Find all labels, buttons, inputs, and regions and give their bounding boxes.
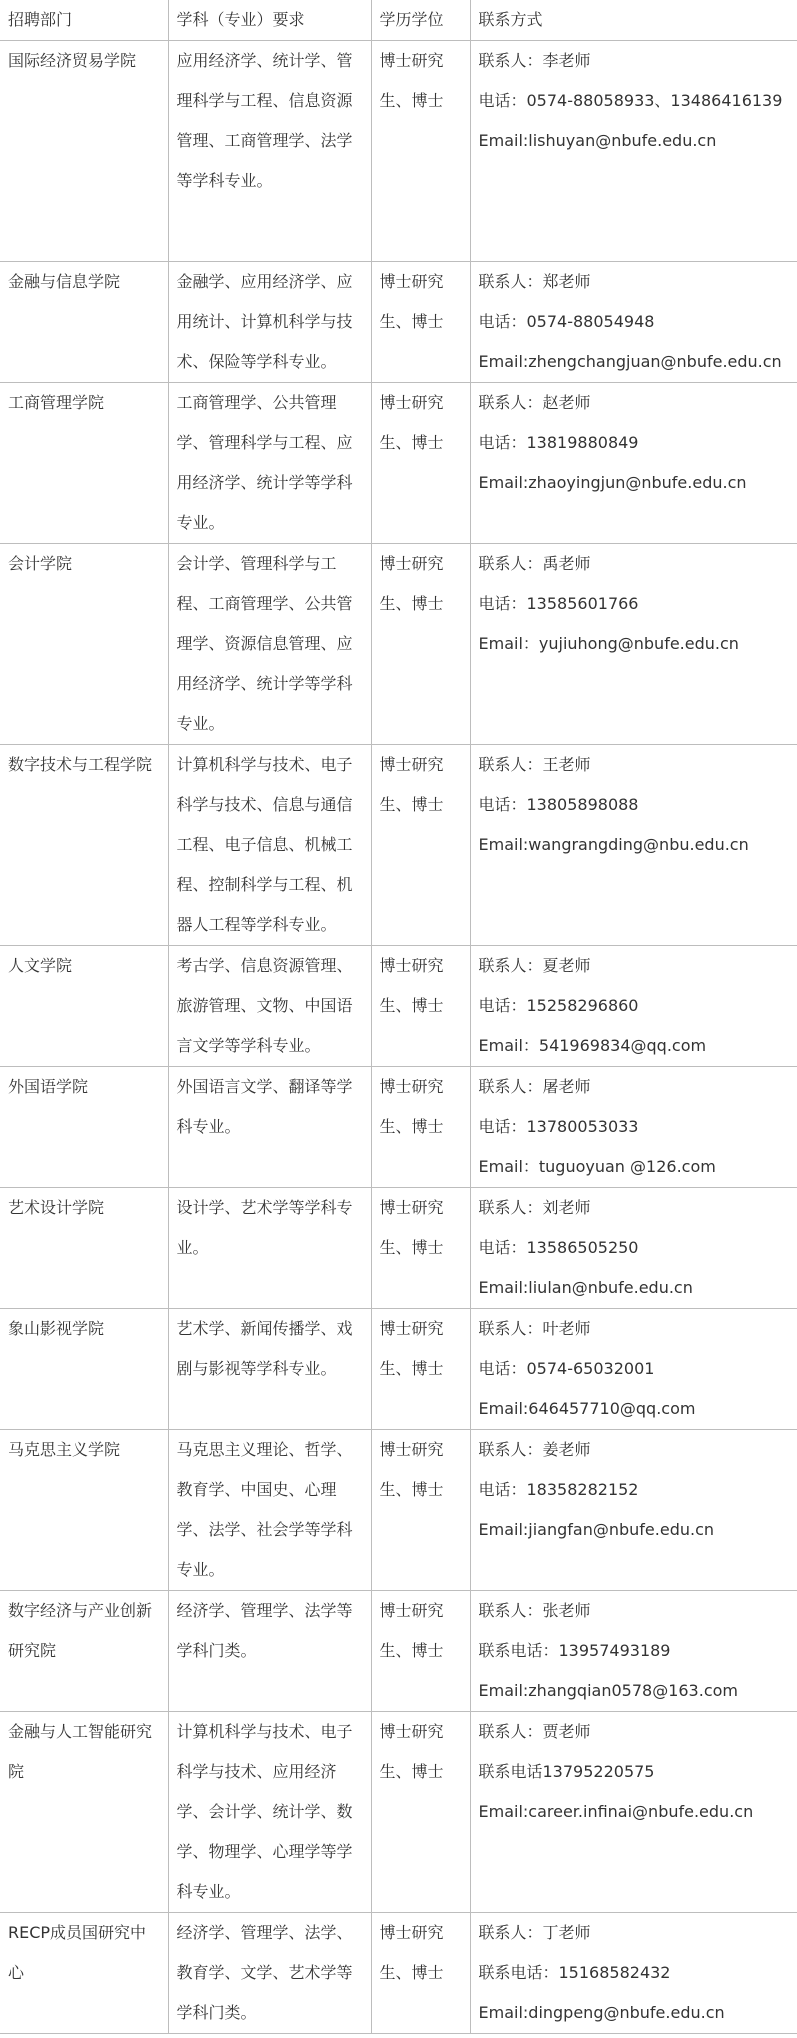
- subjects-cell: 外国语言文学、翻译等学科专业。: [168, 1067, 371, 1188]
- subjects-cell: 设计学、艺术学等学科专业。: [168, 1188, 371, 1309]
- department-cell: 数字技术与工程学院: [0, 745, 168, 946]
- contact-person: 联系人：禹老师: [478, 554, 591, 573]
- contact-phone: 电话：0574-88058933、13486416139: [478, 91, 783, 110]
- contact-email: Email：541969834@qq.com: [478, 1036, 707, 1055]
- contact-phone: 电话：13805898088: [478, 795, 639, 814]
- contact-email: Email:zhaoyingjun@nbufe.edu.cn: [478, 473, 747, 492]
- department-cell: RECP成员国研究中心: [0, 1913, 168, 2034]
- table-row: [0, 1188, 797, 1309]
- department-cell: 人文学院: [0, 946, 168, 1067]
- department-cell: 马克思主义学院: [0, 1430, 168, 1591]
- contact-phone: 电话：13585601766: [478, 594, 639, 613]
- subjects-cell: 经济学、管理学、法学等学科门类。: [168, 1591, 371, 1712]
- table-row: [0, 1913, 797, 2034]
- contact-phone: 电话：13586505250: [478, 1238, 639, 1257]
- contact-person: 联系人：王老师: [478, 755, 591, 774]
- subjects-cell: 工商管理学、公共管理学、管理科学与工程、应用经济学、统计学等学科专业。: [168, 383, 371, 544]
- contact-cell: [470, 1712, 797, 1913]
- contact-person: 联系人：郑老师: [478, 272, 591, 291]
- contact-cell: [470, 544, 797, 745]
- degree-cell: 博士研究生、博士: [371, 41, 470, 262]
- table-row: [0, 1430, 797, 1591]
- contact-person: 联系人：夏老师: [478, 956, 591, 975]
- contact-cell: [470, 1188, 797, 1309]
- contact-phone: 电话：18358282152: [478, 1480, 639, 1499]
- contact-phone: 电话：0574-88054948: [478, 312, 655, 331]
- table-row: [0, 745, 797, 946]
- subjects-cell: 金融学、应用经济学、应用统计、计算机科学与技术、保险等学科专业。: [168, 262, 371, 383]
- contact-person: 联系人：赵老师: [478, 393, 591, 412]
- subjects-cell: 艺术学、新闻传播学、戏剧与影视等学科专业。: [168, 1309, 371, 1430]
- department-cell: 工商管理学院: [0, 383, 168, 544]
- contact-cell: [470, 1913, 797, 2034]
- contact-cell: [470, 1067, 797, 1188]
- contact-person: 联系人：张老师: [478, 1601, 591, 1620]
- contact-cell: [470, 745, 797, 946]
- subjects-cell: 会计学、管理科学与工程、工商管理学、公共管理学、资源信息管理、应用经济学、统计学等学科专业。: [168, 544, 371, 745]
- degree-cell: 博士研究生、博士: [371, 1067, 470, 1188]
- contact-cell: [470, 1430, 797, 1591]
- subjects-cell: 应用经济学、统计学、管理科学与工程、信息资源管理、工商管理学、法学等学科专业。: [168, 41, 371, 262]
- header-subject-requirements: 学科（专业）要求: [168, 0, 371, 41]
- contact-phone: 电话：13780053033: [478, 1117, 639, 1136]
- table-row: [0, 1591, 797, 1712]
- contact-person: 联系人：姜老师: [478, 1440, 591, 1459]
- degree-cell: 博士研究生、博士: [371, 1712, 470, 1913]
- table-row: [0, 383, 797, 544]
- department-cell: 艺术设计学院: [0, 1188, 168, 1309]
- contact-email: Email:liulan@nbufe.edu.cn: [478, 1278, 693, 1297]
- contact-phone: 联系电话：13957493189: [478, 1641, 671, 1660]
- table-row: [0, 41, 797, 262]
- degree-cell: 博士研究生、博士: [371, 262, 470, 383]
- contact-phone: 电话：0574-65032001: [478, 1359, 655, 1378]
- degree-cell: 博士研究生、博士: [371, 946, 470, 1067]
- degree-cell: 博士研究生、博士: [371, 383, 470, 544]
- contact-email: Email：yujiuhong@nbufe.edu.cn: [478, 634, 739, 653]
- contact-cell: [470, 262, 797, 383]
- contact-email: Email:career.infinai@nbufe.edu.cn: [478, 1802, 754, 1821]
- department-cell: 会计学院: [0, 544, 168, 745]
- table-row: [0, 1712, 797, 1913]
- contact-email: Email:wangrangding@nbu.edu.cn: [478, 835, 749, 854]
- subjects-cell: 计算机科学与技术、电子科学与技术、应用经济学、会计学、统计学、数学、物理学、心理学等学科专业。: [168, 1712, 371, 1913]
- contact-person: 联系人：刘老师: [478, 1198, 591, 1217]
- department-cell: 金融与人工智能研究院: [0, 1712, 168, 1913]
- contact-email: Email:lishuyan@nbufe.edu.cn: [478, 131, 717, 150]
- degree-cell: 博士研究生、博士: [371, 1188, 470, 1309]
- subjects-cell: 马克思主义理论、哲学、教育学、中国史、心理学、法学、社会学等学科专业。: [168, 1430, 371, 1591]
- contact-cell: [470, 41, 797, 262]
- department-cell: 象山影视学院: [0, 1309, 168, 1430]
- contact-phone: 电话：15258296860: [478, 996, 639, 1015]
- department-cell: 国际经济贸易学院: [0, 41, 168, 262]
- degree-cell: 博士研究生、博士: [371, 1309, 470, 1430]
- table-row: [0, 544, 797, 745]
- contact-email: Email:646457710@qq.com: [478, 1399, 696, 1418]
- contact-person: 联系人：李老师: [478, 51, 591, 70]
- subjects-cell: 计算机科学与技术、电子科学与技术、信息与通信工程、电子信息、机械工程、控制科学与工程、机器人工程等学科专业。: [168, 745, 371, 946]
- degree-cell: 博士研究生、博士: [371, 1913, 470, 2034]
- contact-phone: 联系电话：15168582432: [478, 1963, 671, 1982]
- degree-cell: 博士研究生、博士: [371, 544, 470, 745]
- contact-email: Email:zhengchangjuan@nbufe.edu.cn: [478, 352, 782, 371]
- contact-email: Email：tuguoyuan @126.com: [478, 1157, 716, 1176]
- table-header-row: [0, 0, 797, 41]
- subjects-cell: 经济学、管理学、法学、教育学、文学、艺术学等学科门类。: [168, 1913, 371, 2034]
- table-row: [0, 1067, 797, 1188]
- degree-cell: 博士研究生、博士: [371, 745, 470, 946]
- contact-cell: [470, 1309, 797, 1430]
- table-row: [0, 262, 797, 383]
- contact-cell: [470, 383, 797, 544]
- degree-cell: 博士研究生、博士: [371, 1591, 470, 1712]
- header-degree: 学历学位: [371, 0, 470, 41]
- header-department: 招聘部门: [0, 0, 168, 41]
- contact-person: 联系人：屠老师: [478, 1077, 591, 1096]
- contact-cell: [470, 946, 797, 1067]
- contact-person: 联系人：叶老师: [478, 1319, 591, 1338]
- contact-phone: 联系电话13795220575: [478, 1762, 655, 1781]
- table-row: [0, 1309, 797, 1430]
- contact-phone: 电话：13819880849: [478, 433, 639, 452]
- department-cell: 数字经济与产业创新研究院: [0, 1591, 168, 1712]
- contact-cell: [470, 1591, 797, 1712]
- contact-email: Email:jiangfan@nbufe.edu.cn: [478, 1520, 715, 1539]
- contact-email: Email:dingpeng@nbufe.edu.cn: [478, 2003, 725, 2022]
- contact-email: Email:zhangqian0578@163.com: [478, 1681, 738, 1700]
- subjects-cell: 考古学、信息资源管理、旅游管理、文物、中国语言文学等学科专业。: [168, 946, 371, 1067]
- department-cell: 外国语学院: [0, 1067, 168, 1188]
- contact-person: 联系人：贾老师: [478, 1722, 591, 1741]
- department-cell: 金融与信息学院: [0, 262, 168, 383]
- contact-person: 联系人：丁老师: [478, 1923, 591, 1942]
- table-row: [0, 946, 797, 1067]
- degree-cell: 博士研究生、博士: [371, 1430, 470, 1591]
- header-contact: 联系方式: [470, 0, 797, 41]
